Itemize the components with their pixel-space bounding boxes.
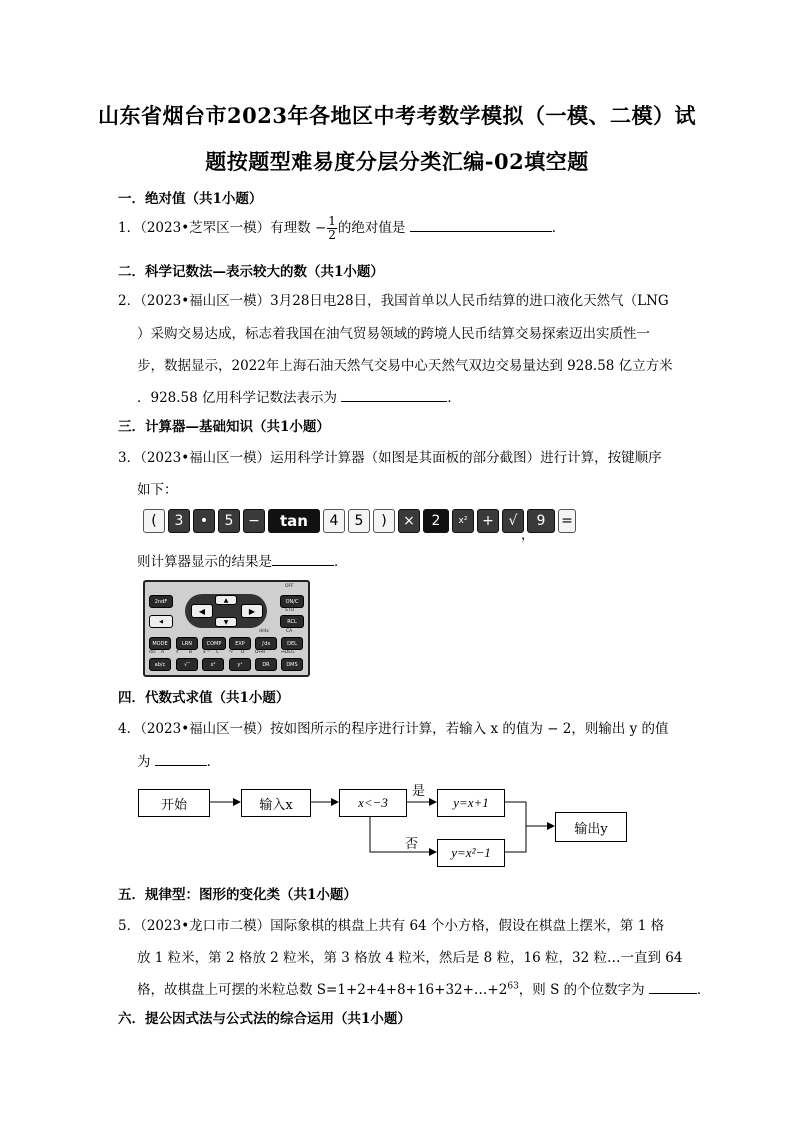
label-off: OFF bbox=[285, 584, 294, 589]
key-equals: = bbox=[558, 509, 576, 533]
q3-line-3-text: 则计算器显示的结果是 bbox=[137, 554, 272, 570]
q2-line-1: 2．（2023•福山区一模）3月28日电28日，我国首单以人民币结算的进口液化天然气（LNG bbox=[118, 293, 669, 309]
nav-down-key: ▼ bbox=[215, 617, 237, 627]
key-comp: COMP bbox=[202, 637, 226, 650]
q2-line-4-text: ．928.58 亿用科学记数法表示为 bbox=[137, 390, 342, 406]
q4-end: ． bbox=[206, 754, 221, 770]
q1-fraction-denominator: 2 bbox=[328, 228, 336, 242]
q5-exponent: 63 bbox=[507, 981, 519, 992]
label-d: D bbox=[241, 650, 245, 655]
key-5b: 5 bbox=[348, 509, 370, 533]
question-1 bbox=[118, 215, 565, 242]
section-heading-2: 二．科学记数法—表示较大的数（共1小题） bbox=[118, 264, 384, 280]
key-x2-panel: x² bbox=[202, 658, 224, 671]
nav-left-key: ◀ bbox=[191, 604, 213, 618]
section-heading-1: 一．绝对值（共1小题） bbox=[118, 191, 263, 207]
flow-yes-formula-box: y=x+1 bbox=[437, 789, 505, 817]
section-heading-3: 三．计算器—基础知识（共1小题） bbox=[118, 419, 330, 435]
q3-line-3 bbox=[137, 550, 348, 570]
q3-answer-blank[interactable] bbox=[272, 551, 334, 566]
label-yroot: ʸ√ bbox=[229, 650, 234, 655]
label-dc: d/c bbox=[149, 650, 156, 655]
key-close-paren: ) bbox=[373, 509, 395, 533]
q1-text-pre: 1．（2023•芝罘区一模）有理数 bbox=[118, 220, 315, 236]
q2-line-4 bbox=[137, 386, 461, 406]
key-mode: MODE bbox=[149, 637, 171, 650]
label-ddx: d/dx bbox=[259, 629, 269, 634]
key-exp: EXP bbox=[229, 637, 251, 650]
q1-text-post: 的绝对值是 bbox=[337, 220, 410, 236]
key-back: ◀ bbox=[149, 615, 173, 628]
q1-answer-blank[interactable] bbox=[410, 217, 552, 232]
key-9: 9 bbox=[527, 509, 555, 533]
label-cbrt: ∛ bbox=[176, 650, 179, 655]
q2-end: ． bbox=[447, 390, 461, 406]
key-dms: DMS bbox=[281, 658, 303, 671]
label-ca: CA bbox=[286, 629, 293, 634]
key-2: 2 bbox=[423, 509, 449, 533]
key-sqrt-panel: √‾ bbox=[176, 658, 198, 671]
key-on-c: ON/C bbox=[280, 595, 304, 608]
label-inverse: x⁻¹ bbox=[203, 650, 210, 655]
calculator-key-sequence bbox=[143, 509, 576, 533]
q1-neg-sign: − bbox=[314, 220, 327, 236]
q4-line-2 bbox=[137, 750, 220, 770]
flow-condition-box: x<−3 bbox=[339, 789, 407, 817]
q5-answer-blank[interactable] bbox=[649, 979, 697, 994]
label-c: C bbox=[216, 650, 220, 655]
key-del: DEL bbox=[281, 637, 303, 650]
q4-line-1: 4．（2023•福山区一模）按如图所示的程序进行计算，若输入 x 的值为 − 2，则输出 y 的值 bbox=[118, 721, 669, 737]
q5-line-3-text-a: 格，故棋盘上可摆的米粒总数 S=1+2+4+8+16+32+…+2 bbox=[137, 982, 508, 998]
key-tan: tan bbox=[268, 509, 320, 533]
key-5: 5 bbox=[218, 509, 240, 533]
key-x-squared: x² bbox=[452, 509, 474, 533]
q3-end: ． bbox=[334, 554, 348, 570]
key-open-paren: ( bbox=[143, 509, 165, 533]
key-2ndf: 2ndF bbox=[149, 595, 173, 608]
q5-line-3-text-b: ，则 S 的个位数字为 bbox=[518, 982, 649, 998]
section-heading-4: 四．代数式求值（共1小题） bbox=[118, 690, 290, 706]
nav-right-key: ▶ bbox=[241, 604, 263, 618]
calculator-panel-image bbox=[143, 580, 310, 677]
flow-output-box: 输出y bbox=[555, 812, 627, 842]
key-abc: ab/c bbox=[149, 658, 171, 671]
flow-no-formula-box: y=x²−1 bbox=[437, 839, 505, 867]
key-minus: − bbox=[243, 509, 265, 533]
q2-line-3: 步，数据显示，2022年上海石油天然气交易中心天然气双边交易量达到 928.58 亿立方米 bbox=[137, 358, 673, 374]
section-heading-6: 六．提公因式法与公式法的综合运用（共1小题） bbox=[118, 1011, 411, 1027]
q1-fraction bbox=[327, 215, 337, 242]
key-decimal-point: • bbox=[193, 509, 215, 533]
key-dr: DR bbox=[255, 658, 277, 671]
flow-no-label: 否 bbox=[405, 837, 419, 852]
flow-yes-label: 是 bbox=[412, 784, 426, 799]
key-multiply: × bbox=[398, 509, 420, 533]
key-lrn: LRN bbox=[176, 637, 198, 650]
q5-end: ． bbox=[696, 982, 711, 998]
label-d-r: D↔R bbox=[255, 650, 266, 655]
document-title-line2: 题按题型难易度分层分类汇编-02填空题 bbox=[205, 149, 589, 174]
label-a: A bbox=[161, 650, 165, 655]
q2-answer-blank[interactable] bbox=[341, 387, 447, 402]
key-yx: yˣ bbox=[229, 658, 251, 671]
q3-trailing-comma: ， bbox=[521, 527, 535, 543]
q5-line-3 bbox=[137, 978, 710, 998]
key-plus: + bbox=[477, 509, 499, 533]
q1-end: ． bbox=[551, 220, 566, 236]
label-deg: ↔DEG bbox=[281, 650, 295, 655]
q1-fraction-numerator: 1 bbox=[328, 214, 336, 228]
key-rcl: RCL bbox=[280, 615, 304, 628]
key-sqrt: √ bbox=[502, 509, 524, 533]
q5-line-1: 5．（2023•龙口市二模）国际象棋的棋盘上共有 64 个小方格，假设在棋盘上摆米，第 1 格 bbox=[118, 918, 665, 934]
flow-input-box: 输入x bbox=[241, 789, 311, 817]
section-heading-5: 五．规律型：图形的变化类（共1小题） bbox=[118, 887, 357, 903]
label-b: B bbox=[189, 650, 193, 655]
q5-line-2: 放 1 粒米，第 2 格放 2 粒米，第 3 格放 4 粒米，然后是 8 粒，16 粒，32 粒…一直到 64 bbox=[137, 950, 683, 966]
key-3: 3 bbox=[168, 509, 190, 533]
key-integral: ∫dx bbox=[255, 637, 277, 650]
label-sto: STO bbox=[285, 608, 295, 613]
key-4: 4 bbox=[323, 509, 345, 533]
document-title-line1: 山东省烟台市2023年各地区中考考数学模拟（一模、二模）试 bbox=[98, 103, 696, 128]
q3-line-1: 3．（2023•福山区一模）运用科学计算器（如图是其面板的部分截图）进行计算，按键顺序 bbox=[118, 450, 662, 466]
flow-start-box: 开始 bbox=[138, 789, 210, 817]
q4-line-2-text: 为 bbox=[137, 754, 155, 770]
q3-line-2: 如下： bbox=[137, 482, 178, 498]
nav-up-key: ▲ bbox=[215, 595, 237, 605]
q4-answer-blank[interactable] bbox=[155, 751, 207, 766]
q2-line-2: ）采购交易达成，标志着我国在油气贸易领域的跨境人民币结算交易探索迈出实质性一 bbox=[137, 326, 650, 342]
